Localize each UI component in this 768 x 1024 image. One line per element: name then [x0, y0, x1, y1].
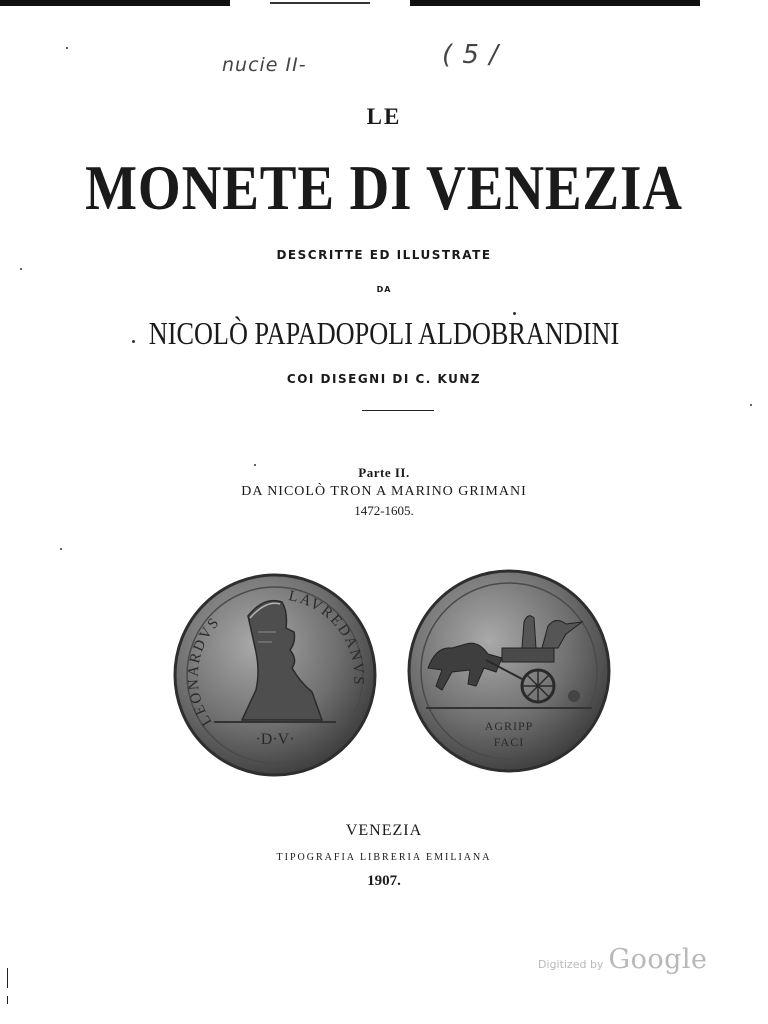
- watermark-prefix: Digitized by: [538, 958, 604, 971]
- book-title: MONETE DI VENEZIA: [85, 152, 683, 223]
- by-line: DA: [376, 285, 392, 294]
- handwritten-shelfmark: nucie II-: [222, 54, 307, 76]
- scan-top-edge: [410, 0, 700, 6]
- author-name: NICOLÒ PAPADOPOLI ALDOBRANDINI: [148, 315, 620, 351]
- scan-margin-mark: [7, 968, 8, 988]
- title-article: LE: [366, 104, 402, 129]
- scan-top-edge: [0, 0, 230, 6]
- medal-exergue: ·D·V·: [255, 731, 295, 748]
- handwritten-number: ( 5 /: [442, 40, 499, 70]
- google-logo: Google: [608, 944, 708, 975]
- medal-inscription-right: LAVREDANVS: [287, 588, 367, 687]
- divider: [362, 410, 434, 411]
- speck: [66, 47, 68, 49]
- speck: [750, 404, 752, 406]
- speck: [60, 548, 62, 550]
- imprint-year: 1907.: [367, 873, 401, 889]
- scan-top-edge: [270, 2, 370, 4]
- subtitle: DESCRITTE ED ILLUSTRATE: [276, 248, 492, 262]
- google-watermark: [538, 944, 708, 975]
- imprint-city: VENEZIA: [345, 822, 423, 839]
- medal-obverse-portrait: [172, 572, 378, 778]
- imprint-printer: TIPOGRAFIA LIBRERIA EMILIANA: [276, 852, 492, 863]
- medal-reverse-chariot: [406, 568, 612, 774]
- scan-margin-mark: [7, 996, 8, 1004]
- speck: [20, 268, 22, 270]
- medal-exergue-line2: FACI: [493, 735, 525, 749]
- medal-inscription-left: LEONARDVS: [185, 613, 224, 729]
- medal-exergue-line1: AGRIPP: [484, 719, 534, 733]
- illustrator-credit: COI DISEGNI DI C. KUNZ: [286, 372, 482, 386]
- part-label: Parte II.: [358, 465, 410, 480]
- part-years: 1472-1605.: [354, 503, 414, 518]
- part-range: DA NICOLÒ TRON A MARINO GRIMANI: [241, 484, 527, 499]
